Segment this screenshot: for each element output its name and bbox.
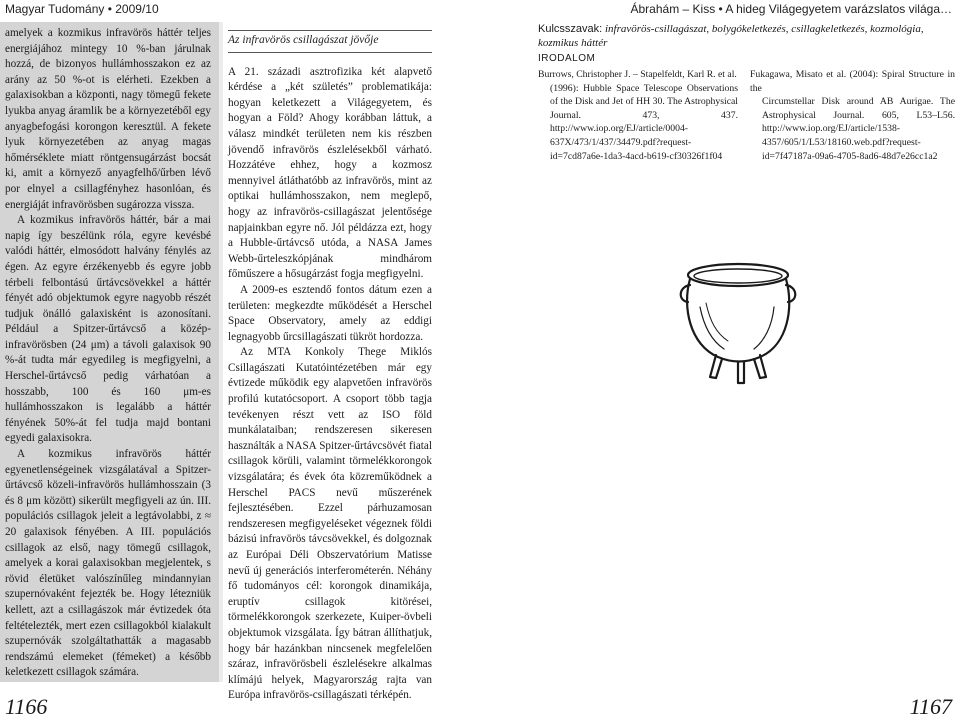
keywords-label: Kulcsszavak: xyxy=(538,23,603,35)
page-number-left: 1166 xyxy=(5,694,48,719)
reference-continuation: (1996): Hubble Space Telescope Observations of the Disk and Jet of HH 30. The Astrophysical Journal. 473, 437. http://www.iop.org/EJ/article/0004-637X/473/1/437/34479.pdf?request-id=7cd87a6e-1da3-4acd-b619-cf30326f1f04 xyxy=(550,82,738,162)
reference-first-line: Burrows, Christopher J. – Stapelfeldt, Karl R. et al. xyxy=(538,69,737,80)
paragraph: A kozmikus infravörös háttér, bár a mai napig így beszélünk róla, egyre kevésbé valódi háttér, elmosódott halvány fénylés az égen. Az egyre érzékenyebb és egyre jobb térbeli felbontású űrtávcsövekkel a háttér fényét adó objektumok egyre nagyobb részét tudjuk önálló galaxisként is azonosítani. Például a Spitzer-űrtávcső a közép-infravörösben (24 μm) a távoli galaxisok 90 %-át tudta már egyedileg is megfigyelni, a Herschel-űrtávcső pedig várhatóan a hosszabb, 100 és 160 μm-es hullámhosszakon is legalább a háttér fényének 50%-át fel tudja majd bontani egyedi galaxisokra. xyxy=(5,214,211,445)
left-column xyxy=(5,26,211,681)
paragraph: amelyek a kozmikus infravörös háttér teljes energiájához mintegy 10 %-ban járulnak hozzá, de bizonyos hullámhosszakon ez az arány az 50 %-ot is elérheti. Ezekben a galaxisokban a központi, nagy tömegű fekete lyukba anyag áramlik be a környezetéből egy anyagbefogási korongon keresztül. A fekete lyuk környezetében az anyag magas hőmérséklete miatt röntgensugárzást bocsát ki, amit a környező anyagfelhő/űrben lévő por elnyel a csillagfényhez hasonlóan, és energiáját infravörösben sugározza vissza. xyxy=(5,27,211,211)
paragraph: A 21. századi asztrofizika két alapvető kérdése a „két születés” problematikája: hogyan keletkezett a Világegyetem, és hogyan a Föld? Ahogy korábban láttuk, a válasz mindkét területen nem kis részben jövendő infravörös észlelésekből várható. Hozzátéve ehhez, hogy a kozmosz mennyivel átláthatóbb az infravörös, mint az optikai hullámhosszakon, nem meglepő, hogy az infravörös-csillagászat jelentősége napjainkban egyre nő. Jól példázza ezt, hogy a Hubble-űrtávcső utóda, a NASA James Webb-űrteleszkópjának mindhárom főműszere a hősugárzást fogja megfigyelni. xyxy=(228,65,432,281)
paragraph: A 2009-es esztendő fontos dátum ezen a területen: megkezdte működését a Herschel Space Observatory, amely az eddigi legnagyobb űrcsillagászati tükröt hordozza. xyxy=(228,283,432,343)
paragraph: Az MTA Konkoly Thege Miklós Csillagászati Kutatóintézetében már egy évtizede működik egy alapvetően infravörös profilú kutatócsoport. A csoport több tagja tevékenyen részt vett az ISO föld munkálataiban; rendszeresen sikeresen használták a NASA Spitzer-űrtávcsövét fiatal csillagok körüli, valamint törmelékkorongok vizsgálatára; és évek óta közreműködnek a Herschel PACS nevű műszerének fejlesztésében. Ezzel párhuzamosan rendszeresen megfigyeléseket végeznek földi bázisú infravörös távcsövekkel, és dolgoznak az Európai Déli Obszervatórium Matisse nevű új generációs interferométerén. Néhány fő tudományos cél: korongok dinamikája, eruptív csillagok kitörései, törmelékkorongok szerkezete, Kuiper-övbeli objektumok vizsgálata. Így bátran állíthatjuk, hogy bár hazánkban nincsenek megfelelően száraz, infravörösbeli észlelésekre alkalmas klímájú helyek, Magyarország rajta van Európa infravörös-csillagászati térképén. xyxy=(228,346,432,702)
cauldron-icon xyxy=(676,247,801,387)
keywords-text: infravörös-csillagászat, bolygókeletkezés, csillagkeletkezés, kozmológia, kozmikus háttér xyxy=(538,23,924,49)
page-number-right: 1167 xyxy=(909,694,952,719)
section-title: Az infravörös csillagászat jövője xyxy=(228,30,432,53)
reference-item xyxy=(538,68,738,163)
reference-item xyxy=(750,68,955,163)
running-header-left: Magyar Tudomány • 2009/10 xyxy=(5,2,159,16)
reference-first-line: Fukagawa, Misato et al. (2004): Spiral Structure in the xyxy=(750,69,955,94)
keywords-line xyxy=(538,22,958,50)
running-header-right: Ábrahám – Kiss • A hideg Világegyetem varázslatos világa… xyxy=(630,2,952,16)
reference-continuation: Circumstellar Disk around AB Aurigae. The Astrophysical Journal. 605, L53–L56. http://www.iop.org/EJ/article/1538-4357/605/1/L53/18160.web.pdf?request-id=7f47187a-09a6-4705-8ad6-48d7e26cc1a2 xyxy=(762,96,955,162)
sidebar-edge-strip xyxy=(219,22,223,682)
middle-column xyxy=(228,26,432,704)
paragraph: A kozmikus infravörös háttér egyenetlenségeinek vizsgálatával a Spitzer-űrtávcső közeli-infravörös hullámhosszain (3 és 8 μm között) sikerült megfigyeli az ún. III. populációs csillagok jeleit a legtávolabbi, z ≈ 20 galaxisok fényében. A III. populációs csillagok az első, nagy tömegű csillagok, amelyek a korai galaxisokban megjelentek, s rövid életüket valószínűleg mindannyian szupernóvaként fejezték be. Hogy létezniük kellett, azt a csillagászok már évtizedek óta feltételezték, mert ezen csillagokból kialakult szupernóvák szolgáltathatták a magasabb rendszámú elemeket (fémeket) a később keletkezett csillagok számára. xyxy=(5,448,211,679)
references-title: IRODALOM xyxy=(538,53,596,64)
